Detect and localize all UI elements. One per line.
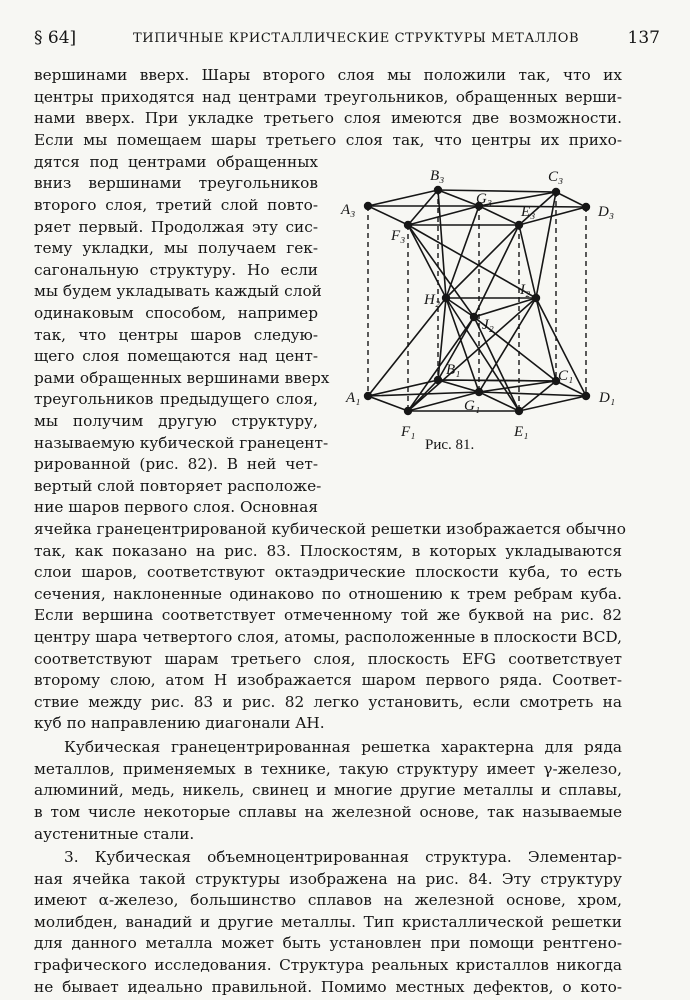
label-f3: F₃: [391, 228, 406, 244]
text-line: ние шаров первого слоя. Основная: [34, 498, 319, 516]
label-c3: C₃: [548, 169, 564, 185]
atom-d1: [582, 392, 590, 400]
text-line: тему укладки, мы получаем гек-: [34, 239, 318, 257]
atom-a1: [364, 392, 372, 400]
text-line: для данного металла может быть установлен при помощи рентгено-: [34, 934, 622, 952]
text-line: куб по направлению диагонали AH.: [34, 714, 325, 732]
text-line: 3. Кубическая объемноцентрированная структура. Элементар-: [64, 848, 622, 866]
atom-b1: [434, 376, 442, 384]
text-line: молибден, ванадий и другие металлы. Тип кристаллической решетки: [34, 913, 622, 931]
label-b1: B₁: [446, 362, 461, 378]
label-a1: A₁: [346, 390, 361, 406]
atom-f1: [404, 407, 412, 415]
text-line: аустенитные стали.: [34, 825, 195, 843]
text-line: сечения, наклоненные одинаково по отношению к трем ребрам куба.: [34, 585, 622, 603]
atom-a3: [364, 202, 372, 210]
text-line: ная ячейка такой структуры изображена на рис. 84. Эту структуру: [34, 870, 622, 888]
text-line: вершинами вверх. Шары второго слоя мы положили так, что их: [34, 66, 622, 84]
text-line: мы получим другую структуру,: [34, 412, 318, 430]
label-b3: B₃: [430, 168, 445, 184]
text-line: имеют α-железо, большинство сплавов на железной основе, хром,: [34, 891, 622, 909]
text-line: ствие между рис. 83 и рис. 82 легко установить, если смотреть на: [34, 693, 622, 711]
label-a3: A₃: [341, 202, 356, 218]
text-line: центру шара четвертого слоя, атомы, расположенные в плоскости BCD,: [34, 628, 622, 646]
text-line: вертый слой повторяет расположе-: [34, 477, 322, 495]
text-line: нами вверх. При укладке третьего слоя имеются две возможности.: [34, 109, 622, 127]
atom-h2: [442, 294, 450, 302]
text-line: треугольников предыдущего слоя,: [34, 390, 318, 408]
text-line: в том числе некоторые сплавы на железной основе, так называемые: [34, 803, 622, 821]
atom-b3: [434, 186, 442, 194]
text-line: щего слоя помещаются над цент-: [34, 347, 318, 365]
label-h2: H₂: [424, 292, 441, 308]
text-line: так, что центры шаров следую-: [34, 326, 318, 344]
running-title: ТИПИЧНЫЕ КРИСТАЛЛИЧЕСКИЕ СТРУКТУРЫ МЕТАЛЛОВ: [133, 31, 580, 46]
label-d3: D₃: [598, 204, 615, 220]
text-line: Если вершина соответствует отмеченному той же буквой на рис. 82: [34, 606, 622, 624]
text-line: слои шаров, соответствуют октаэдрические плоскости куба, то есть: [34, 563, 622, 581]
atom-d3: [582, 203, 590, 211]
text-line: ряет первый. Продолжая эту сис-: [34, 218, 318, 236]
atom-e3: [515, 221, 523, 229]
atom-j2: [470, 313, 478, 321]
text-line: рами обращенных вершинами вверх: [34, 369, 330, 387]
figure-81: [336, 160, 636, 460]
text-line: дятся под центрами обращенных: [34, 153, 318, 171]
label-i2: I₂: [520, 282, 531, 298]
page-number: 137: [627, 28, 660, 48]
text-line: ячейка гранецентрированой кубической решетки изображается обычно: [34, 520, 626, 538]
label-f1: F₁: [401, 424, 416, 440]
text-line: центры приходятся над центрами треугольников, обращенных верши-: [34, 88, 622, 106]
running-header: [34, 28, 660, 54]
text-line: сагональную структуру. Но если: [34, 261, 318, 279]
figure-caption: Рис. 81.: [425, 437, 475, 453]
packing-diagram: [336, 160, 636, 440]
text-line: соответствуют шарам третьего слоя, плоскость EFG соответствует: [34, 650, 622, 668]
section-number: § 64]: [34, 28, 77, 48]
text-line: рированной (рис. 82). В ней чет-: [34, 455, 318, 473]
text-line: графического исследования. Структура реальных кристаллов никогда: [34, 956, 622, 974]
atom-i2: [532, 294, 540, 302]
atom-e1: [515, 407, 523, 415]
text-line: одинаковым способом, например: [34, 304, 318, 322]
label-e1: E₁: [514, 424, 529, 440]
text-line: металлов, применяемых в технике, такую структуру имеет γ-железо,: [34, 760, 622, 778]
label-e3: E₃: [521, 204, 536, 220]
label-g3: G₃: [476, 191, 493, 207]
text-line: мы будем укладывать каждый слой: [34, 282, 322, 300]
text-line: второму слою, атом H изображается шаром первого ряда. Соответ-: [34, 671, 622, 689]
label-j2: J₂: [482, 317, 494, 333]
label-g1: G₁: [464, 398, 481, 414]
text-line: Кубическая гранецентрированная решетка характерна для ряда: [64, 738, 622, 756]
text-line: называемую кубической гранецент-: [34, 434, 329, 452]
text-line: второго слоя, третий слой повто-: [34, 196, 318, 214]
label-c1: C₁: [558, 368, 574, 384]
atom-c3: [552, 188, 560, 196]
label-d1: D₁: [599, 390, 616, 406]
text-line: не бывает идеально правильной. Помимо местных дефектов, о кото-: [34, 978, 622, 996]
text-line: вниз вершинами треугольников: [34, 174, 318, 192]
text-line: так, как показано на рис. 83. Плоскостям, в которых укладываются: [34, 542, 622, 560]
atom-g1: [475, 388, 483, 396]
text-line: алюминий, медь, никель, свинец и многие другие металлы и сплавы,: [34, 781, 622, 799]
text-line: Если мы помещаем шары третьего слоя так, что центры их прихо-: [34, 131, 622, 149]
